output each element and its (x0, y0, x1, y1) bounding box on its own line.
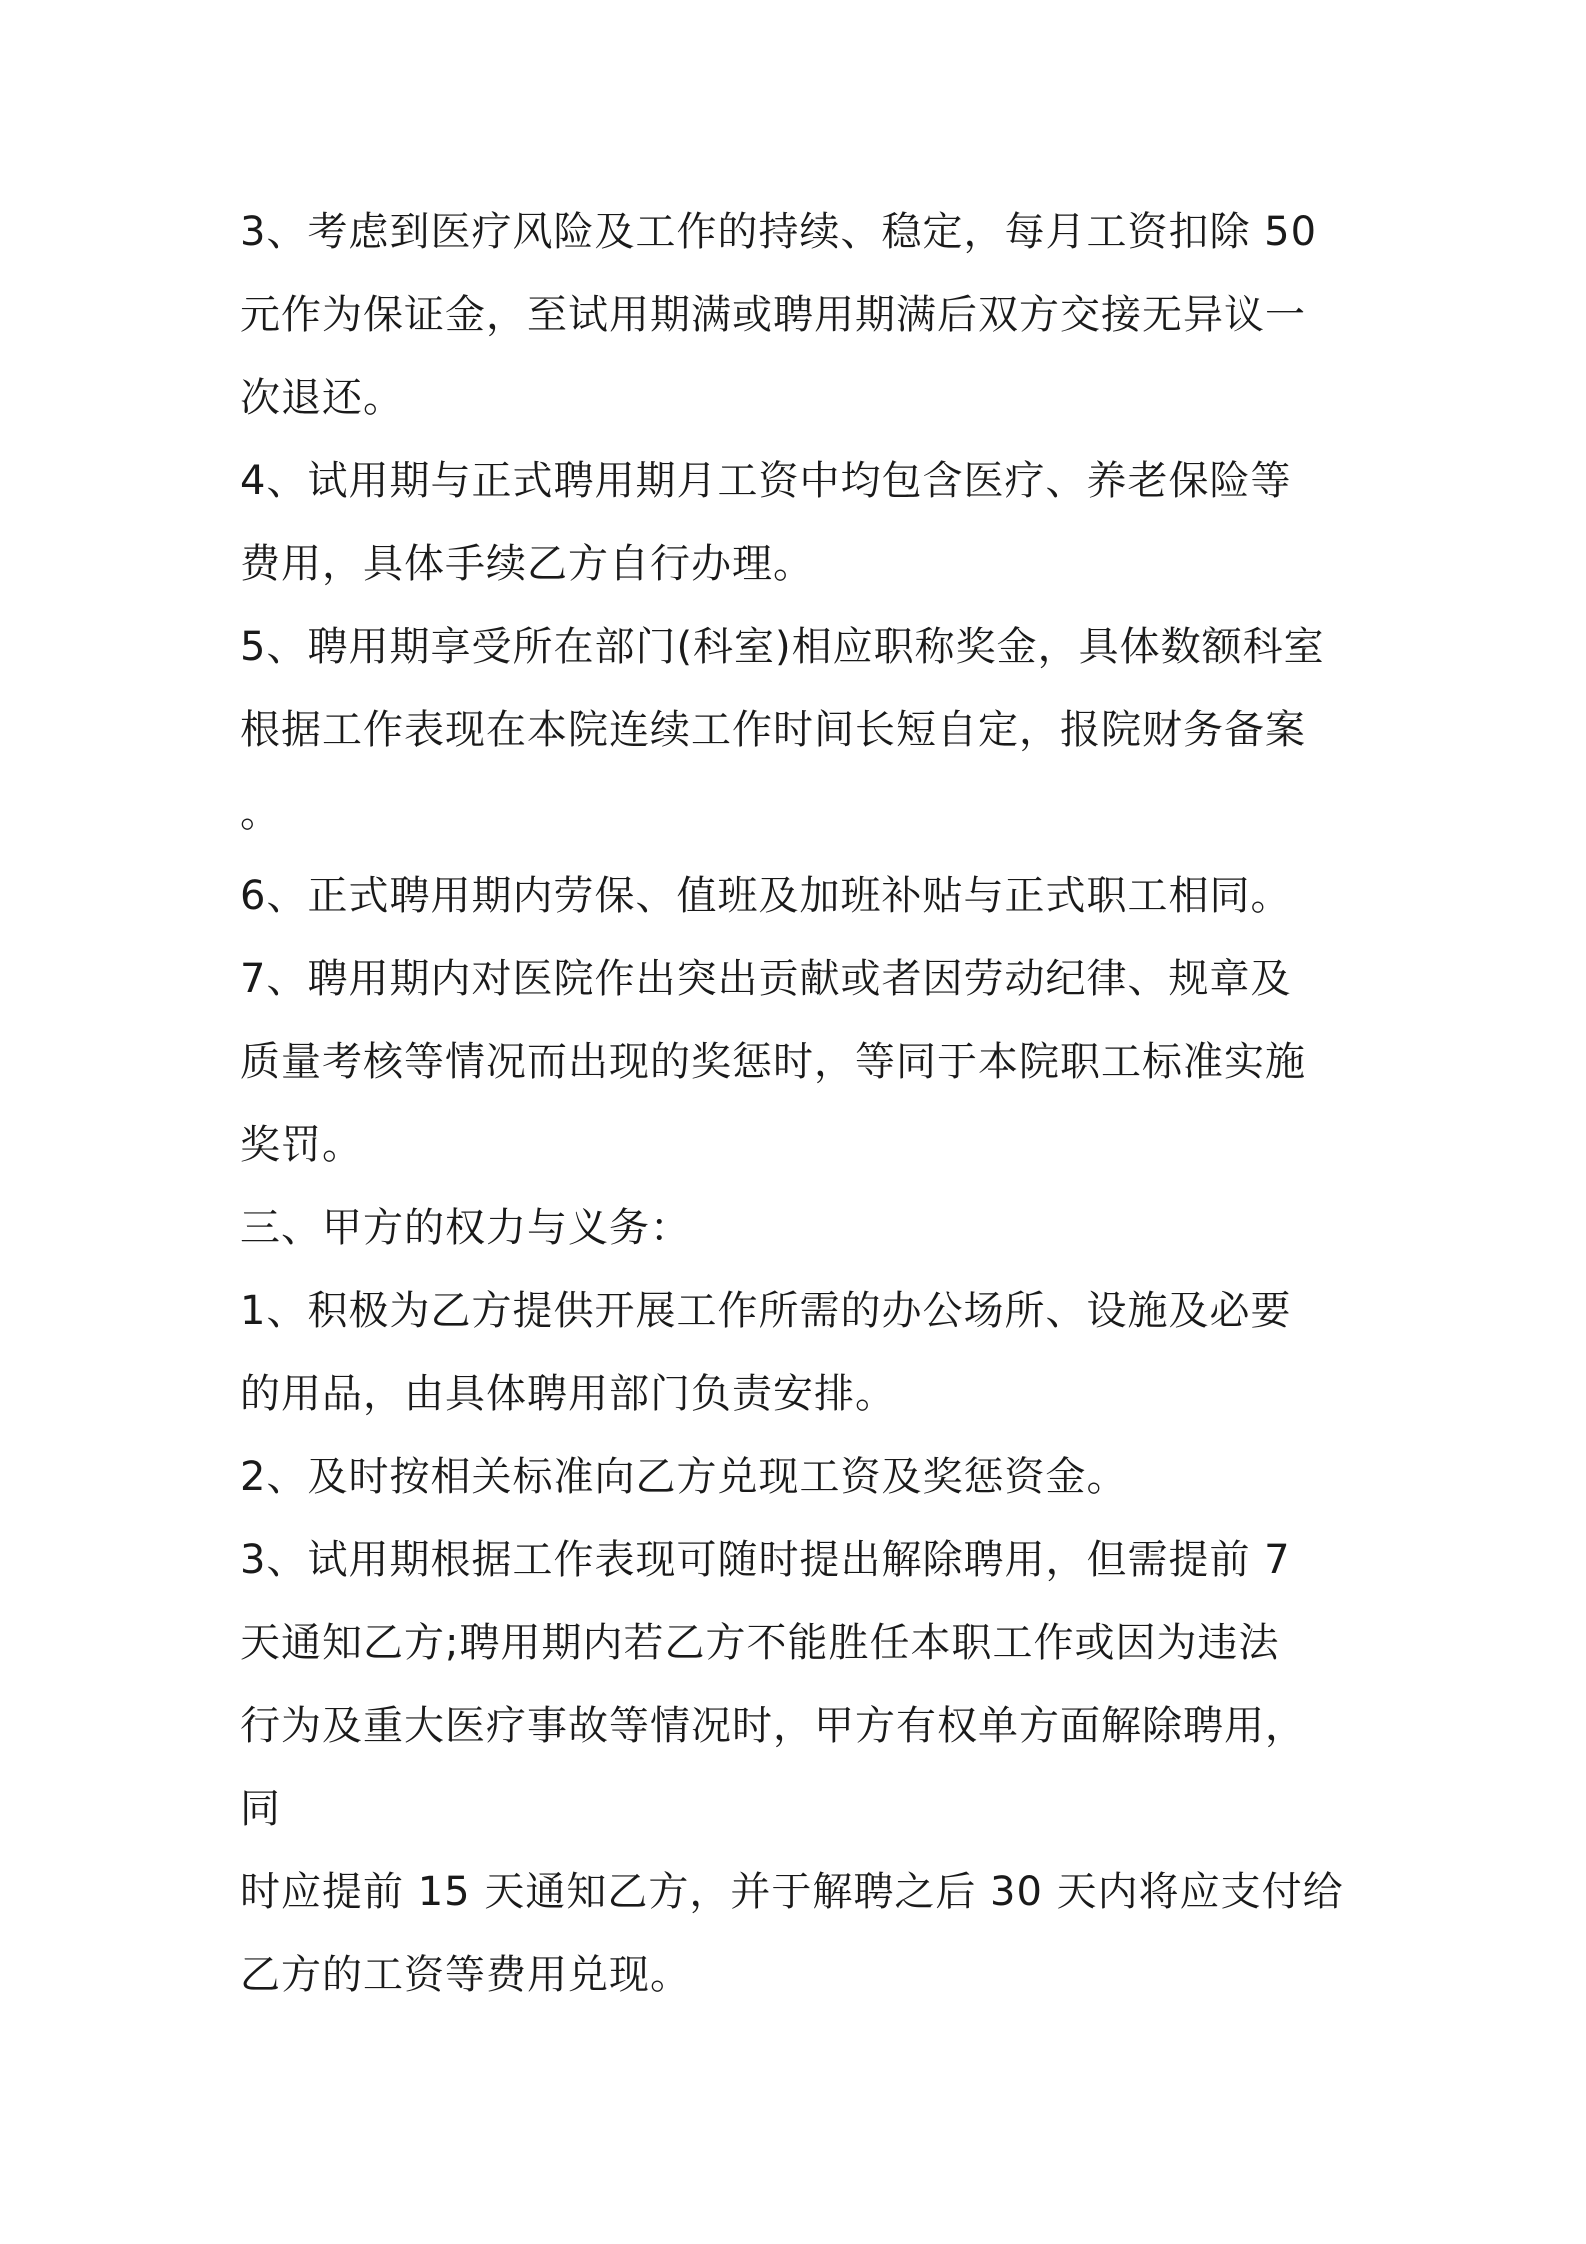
text-line: 3、试用期根据工作表现可随时提出解除聘用，但需提前 7 (240, 1537, 1291, 1583)
text-line: 6、正式聘用期内劳保、值班及加班补贴与正式职工相同。 (240, 873, 1292, 919)
text-line: 3、考虑到医疗风险及工作的持续、稳定，每月工资扣除 50 (240, 209, 1318, 255)
text-line: 元作为保证金，至试用期满或聘用期满后双方交接无异议一 (240, 292, 1306, 338)
text-line: 同 (240, 1786, 281, 1832)
text-line: 。 (240, 790, 281, 836)
text-line: 的用品，由具体聘用部门负责安排。 (240, 1371, 896, 1417)
text-line: 行为及重大医疗事故等情况时，甲方有权单方面解除聘用， (240, 1703, 1306, 1749)
section-heading: 三、甲方的权力与义务： (240, 1205, 691, 1251)
text-line: 5、聘用期享受所在部门(科室)相应职称奖金，具体数额科室 (240, 624, 1325, 670)
text-line: 质量考核等情况而出现的奖惩时，等同于本院职工标准实施 (240, 1039, 1306, 1085)
text-line: 1、积极为乙方提供开展工作所需的办公场所、设施及必要 (240, 1288, 1292, 1334)
text-line: 奖罚。 (240, 1122, 363, 1168)
text-line: 7、聘用期内对医院作出突出贡献或者因劳动纪律、规章及 (240, 956, 1292, 1002)
text-line: 次退还。 (240, 375, 404, 421)
text-line: 2、及时按相关标准向乙方兑现工资及奖惩资金。 (240, 1454, 1128, 1500)
text-line: 4、试用期与正式聘用期月工资中均包含医疗、养老保险等 (240, 458, 1292, 504)
text-line: 天通知乙方;聘用期内若乙方不能胜任本职工作或因为违法 (240, 1620, 1280, 1666)
text-line: 费用，具体手续乙方自行办理。 (240, 541, 814, 587)
text-line: 乙方的工资等费用兑现。 (240, 1952, 691, 1998)
text-line: 根据工作表现在本院连续工作时间长短自定，报院财务备案 (240, 707, 1306, 753)
text-line: 时应提前 15 天通知乙方，并于解聘之后 30 天内将应支付给 (240, 1869, 1344, 1915)
